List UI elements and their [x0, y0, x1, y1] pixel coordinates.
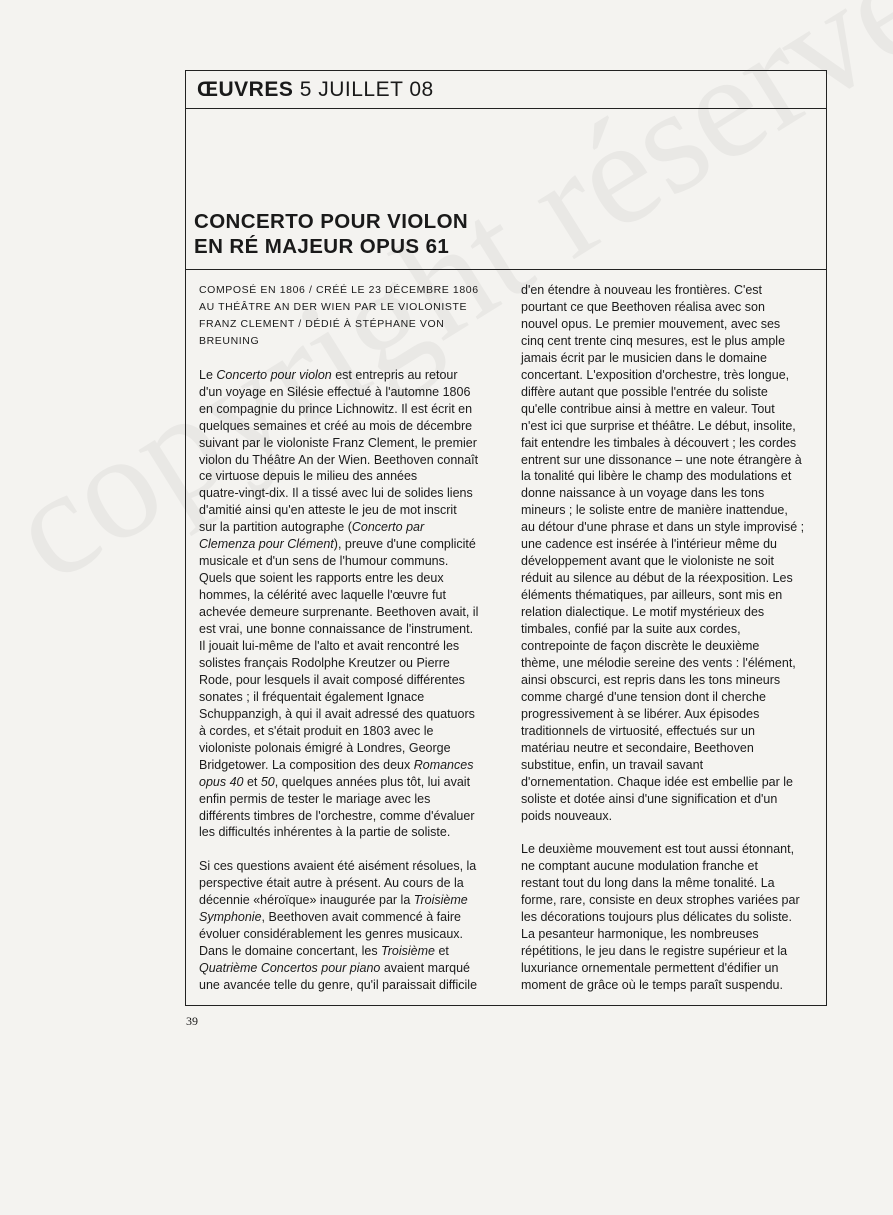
text-line: opus 40 et 50, quelques années plus tôt, lui avait	[199, 774, 471, 789]
text-line: quatre-vingt-dix. Il a tissé avec lui de solides liens	[199, 486, 473, 501]
text-line: perspective était autre à présent. Au cours de la	[199, 876, 464, 891]
text-line: d'un voyage en Silésie effectué à l'automne 1806	[199, 384, 471, 399]
text-line: Le deuxième mouvement est tout aussi étonnant,	[521, 842, 795, 857]
text-line: relation dialectique. Le motif mystérieux des	[521, 605, 765, 620]
text-line: fait entendre les timbales à découvert ; les cordes	[521, 435, 797, 450]
text-line: réduit au silence au début de la réexposition. Les	[521, 571, 793, 586]
text-line: timbales, confié par la suite aux cordes,	[521, 622, 741, 637]
text-line: contrepointe de façon discrète le deuxième	[521, 639, 760, 654]
page-title	[194, 209, 468, 259]
right-column	[521, 282, 821, 994]
text-line: une cadence est insérée à l'intérieur même du	[521, 537, 778, 552]
text-line: les difficultés inhérentes à la partie de soliste.	[199, 825, 451, 840]
text-line: matériau neutre et secondaire, Beethoven	[521, 740, 754, 755]
text-line: ne comptant aucune modulation franche et	[521, 859, 758, 874]
text-line: Le Concerto pour violon est entrepris au retour	[199, 367, 458, 382]
text-line: les décorations toujours plus délicates du soliste.	[521, 910, 792, 925]
title-line: CONCERTO POUR VIOLON	[194, 210, 469, 233]
text-line: sonates ; il fréquentait également Ignace	[199, 689, 425, 704]
text-line: hommes, la célérité avec laquelle l'œuvre fut	[199, 588, 446, 603]
text-line: musicale et d'un sens de l'humour communs.	[199, 554, 449, 569]
text-line: violoniste polonais émigré à Londres, George	[199, 740, 451, 755]
paragraph-gap	[199, 841, 499, 858]
text-line: forme, rare, consiste en deux strophes variées par	[521, 893, 800, 908]
text-line: éléments thématiques, par ailleurs, sont mis en	[521, 588, 783, 603]
text-line: concertant. L'exposition d'orchestre, très longue,	[521, 367, 790, 382]
paragraph	[521, 841, 821, 994]
text-line: Schuppanzigh, à qui il avait adressé des quatuors	[199, 706, 475, 721]
text-line: répétitions, le jeu dans le registre supérieur et la	[521, 944, 788, 959]
text-line: nouvel opus. Le premier mouvement, avec ses	[521, 316, 781, 331]
text-line: au détour d'une phrase et dans un style improvisé ;	[521, 520, 805, 535]
text-line: à cordes, et s'était produit en 1803 avec le	[199, 723, 434, 738]
header-heading	[197, 78, 434, 102]
text-line: développement avant que le violoniste ne soit	[521, 554, 774, 569]
text-line: Quatrième Concertos pour piano avaient marqué	[199, 961, 470, 976]
text-line: luxuriance ornementale permettent d'édifier un	[521, 961, 779, 976]
header-bar	[186, 71, 826, 109]
text-line: jamais écrit par le musicien dans le domaine	[521, 350, 767, 365]
text-line: Si ces questions avaient été aisément résolues, la	[199, 859, 477, 874]
text-line: Dans le domaine concertant, les Troisième et	[199, 944, 449, 959]
meta-line: FRANZ CLEMENT / DÉDIÉ À STÉPHANE VON	[199, 317, 445, 330]
text-line: sur la partition autographe (Concerto par	[199, 520, 425, 535]
text-line: mineurs ; le soliste entre de manière inattendue,	[521, 503, 788, 518]
paragraph	[521, 282, 821, 825]
header-date: 5 JUILLET 08	[299, 78, 434, 101]
left-column	[199, 282, 499, 994]
text-line: d'en étendre à nouveau les frontières. C'est	[521, 283, 763, 297]
text-line: Il jouait lui-même de l'alto et avait rencontré les	[199, 639, 460, 653]
text-line: pourtant ce que Beethoven réalisa avec son	[521, 299, 765, 314]
meta-line: AU THÉÂTRE AN DER WIEN PAR LE VIOLONISTE	[199, 300, 468, 313]
text-line: en compagnie du prince Lichnowitz. Il est écrit en	[199, 401, 473, 416]
text-line: moment de grâce où le temps paraît suspendu.	[521, 978, 783, 993]
text-line: d'ornementation. Chaque idée est embellie par le	[521, 774, 794, 789]
text-line: la tonalité qui libère le champ des modulations et	[521, 469, 792, 484]
text-line: différents timbres de l'orchestre, comme d'évaluer	[199, 808, 475, 823]
text-line: enfin permis de tester le mariage avec les	[199, 791, 431, 806]
text-line: soliste et dotée ainsi d'une signification et d'un	[521, 791, 778, 806]
text-line: Quels que soient les rapports entre les deux	[199, 571, 444, 586]
text-line: thème, une mélodie sereine des vents : l'élément,	[521, 655, 796, 670]
text-line: évoluer considérablement les genres musicaux.	[199, 927, 464, 942]
text-line: substitue, enfin, un travail savant	[521, 757, 704, 772]
text-line: cinq cent trente cinq mesures, est le plus ample	[521, 333, 786, 348]
article-frame	[185, 70, 827, 1006]
title-block	[186, 108, 826, 270]
text-line: Clemenza pour Clément), preuve d'une complicité	[199, 537, 476, 552]
text-line: qu'elle contribue ainsi à mettre en valeur. Tout	[521, 401, 775, 416]
text-line: violon du Théâtre An der Wien. Beethoven connaît	[199, 452, 479, 467]
paragraph	[199, 367, 499, 842]
text-line: La pesanteur harmonique, les nombreuses	[521, 927, 759, 942]
page-number: 39	[186, 1014, 198, 1028]
text-line: une avancée telle du genre, qu'il paraissait difficile	[199, 978, 478, 993]
text-line: achevée demeure surprenante. Beethoven avait, il	[199, 605, 479, 620]
text-line: n'est ici que surprise et théâtre. Le début, insolite,	[521, 418, 796, 433]
text-line: Bridgetower. La composition des deux Romances	[199, 757, 474, 772]
text-line: quelques semaines et créé au mois de décembre	[199, 418, 473, 433]
text-line: entrent sur une dissonance – une note étrangère à	[521, 452, 802, 467]
text-line: d'amitié ainsi qu'en atteste le jeu de mot inscrit	[199, 503, 457, 518]
text-line: diffère autant que possible l'entrée du soliste	[521, 384, 768, 399]
text-line: solistes français Rodolphe Kreutzer ou Pierre	[199, 655, 450, 670]
text-line: ce virtuose depuis le milieu des années	[199, 469, 418, 484]
text-line: comme chargé d'une tension dont il cherche	[521, 689, 766, 704]
paragraph-gap	[521, 825, 821, 842]
paragraph	[199, 858, 499, 994]
section-label: ŒUVRES	[197, 78, 294, 101]
work-metadata	[199, 282, 499, 350]
meta-line: BREUNING	[199, 334, 260, 347]
title-line: EN RÉ MAJEUR OPUS 61	[194, 235, 450, 258]
text-line: Symphonie, Beethoven avait commencé à faire	[199, 910, 461, 925]
text-line: est vrai, une bonne connaissance de l'instrument.	[199, 622, 474, 637]
text-line: décennie «héroïque» inaugurée par la Troisième	[199, 893, 468, 908]
text-line: restant tout du long dans la même tonalité. La	[521, 876, 775, 891]
text-line: poids nouveaux.	[521, 808, 613, 823]
text-line: Rode, pour lesquels il avait composé différentes	[199, 672, 465, 687]
text-line: ainsi obscurci, est repris dans les tons mineurs	[521, 672, 781, 687]
text-line: progressivement à se libérer. Aux épisodes	[521, 706, 760, 721]
text-line: traditionnels de virtuosité, effectués sur un	[521, 723, 755, 738]
text-line: donne naissance à un voyage dans les tons	[521, 486, 765, 501]
meta-line: COMPOSÉ EN 1806 / CRÉÉ LE 23 DÉCEMBRE 1806	[199, 284, 479, 296]
text-line: suivant par le violoniste Franz Clement, le premier	[199, 435, 477, 450]
